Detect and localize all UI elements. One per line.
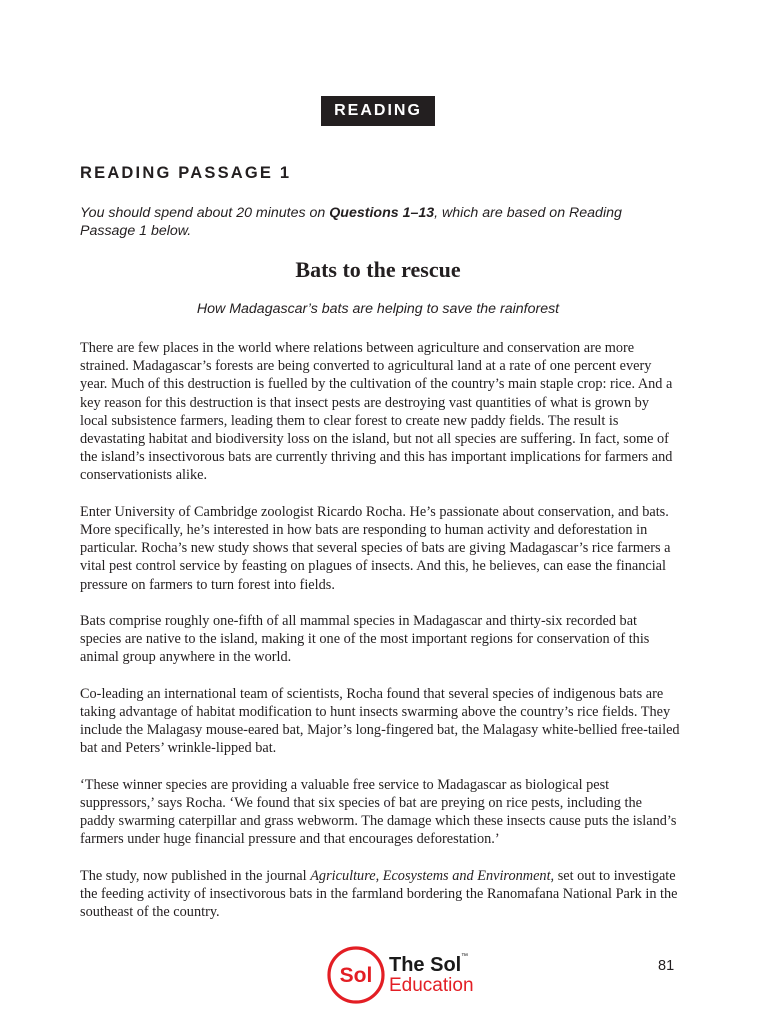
instructions-tail: , which are based on Reading Passage 1 below. <box>80 205 622 239</box>
paragraph: There are few places in the world where relations between agriculture and conservation are more strained. Madagascar’s forests are being converted to agricultural land at a rate of one percent every year. Much of this destruction is fuelled by the cultivation of the country’s main staple crop: rice. And a key reason for this destruction is that insect pests are destroying vast quantities of what is grown by local subsistence farmers, leading them to clear forest to create new paddy fields. The result is devastating habitat and biodiversity loss on the island, but not all species are suffering. In fact, some of the island’s insectivorous bats are currently thriving and this has important implications for farmers and conservationists alike. <box>80 340 673 484</box>
brand-name: The Sol <box>389 954 462 976</box>
brand-subtitle: Education <box>389 975 474 996</box>
passage-heading: READING PASSAGE 1 <box>80 164 292 182</box>
paragraph-last-tail: set out to investigate the feeding activity of insectivorous bats in the farmland bordering the Ranomafana National Park in the southeast of the country. <box>80 867 678 921</box>
paragraph: ‘These winner species are providing a valuable free service to Madagascar as biological pest suppressors,’ says Rocha. ‘We found that six species of bat are preying on rice pests, including the paddy swarming caterpillar and grass webworm. The damage which these insects cause puts the island’s farmers under huge financial pressure and that encourages deforestation.’ <box>80 776 677 848</box>
paragraph: Co-leading an international team of scientists, Rocha found that several species of indigenous bats are taking advantage of habitat modification to hunt insects swarming above the country’s rice fields. They include the Malagasy mouse-eared bat, Major’s long-fingered bat, the Malagasy white-bellied free-tailed bat and Peters’ wrinkle-lipped bat. <box>80 685 680 757</box>
trademark-symbol: ™ <box>461 953 468 960</box>
instructions-lead: You should spend about 20 minutes on <box>80 205 330 221</box>
instructions-questions: Questions 1–13 <box>329 205 435 221</box>
paragraph: Enter University of Cambridge zoologist Ricardo Rocha. He’s passionate about conservation, and bats. More specifically, he’s interested in how bats are responding to human activity and deforestation in particular. Rocha’s new study shows that several species of bats are giving Madagascar’s rice farmers a vital pest control service by feasting on plagues of insects. And this, he believes, can ease the financial pressure on farmers to turn forest into fields. <box>80 503 671 593</box>
page-number: 81 <box>658 958 675 974</box>
article-title: Bats to the rescue <box>295 257 461 282</box>
article-body <box>80 339 680 940</box>
instructions <box>80 204 680 240</box>
journal-name: Agriculture, Ecosystems and Environment, <box>310 867 555 884</box>
paragraph: Bats comprise roughly one-fifth of all mammal species in Madagascar and thirty-six recorded bat species are native to the island, making it one of the most important regions for conservation of this animal group anywhere in the world. <box>80 613 650 666</box>
section-badge: READING <box>321 96 435 126</box>
sol-education-logo <box>325 943 495 1007</box>
article-subtitle: How Madagascar’s bats are helping to save the rainforest <box>196 301 560 317</box>
sol-logo-text: Sol <box>339 964 373 987</box>
sol-logo-icon <box>325 944 387 1006</box>
paragraph-last-lead: The study, now published in the journal <box>80 867 311 884</box>
paragraph-last <box>80 867 680 922</box>
